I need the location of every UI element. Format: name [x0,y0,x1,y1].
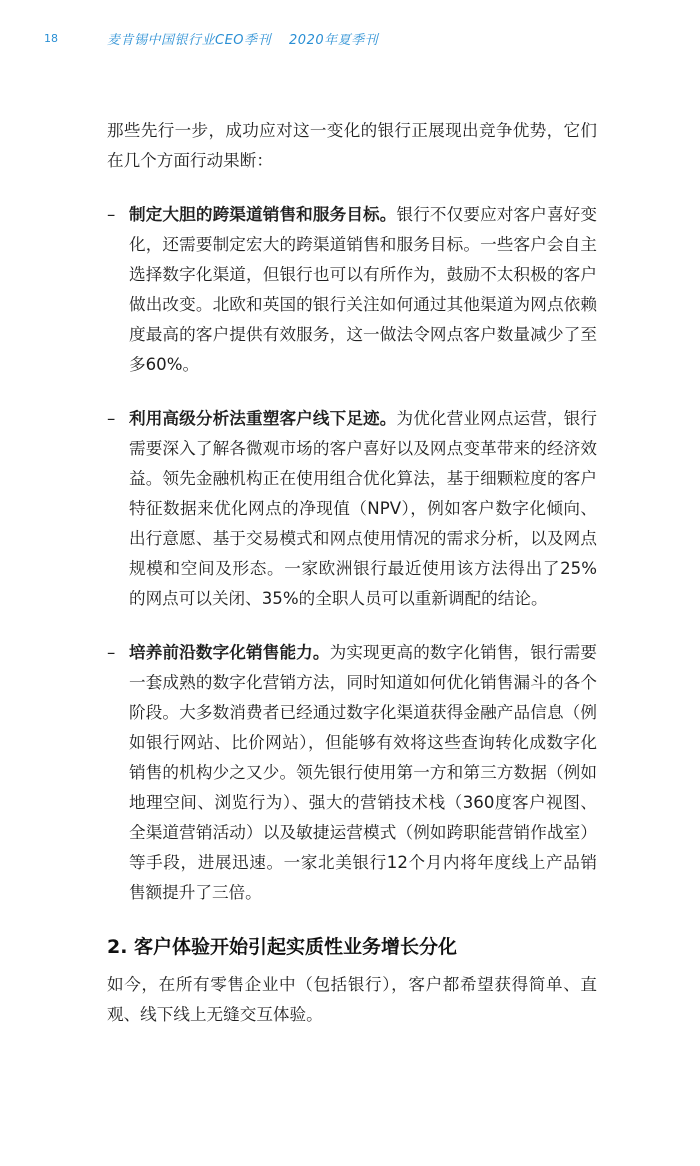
bullet-item [107,200,597,380]
bullet-item [107,404,597,614]
page-number: 18 [44,32,58,45]
bullet-dash: – [107,409,116,428]
section-paragraph: 如今，在所有零售企业中（包括银行），客户都希望获得简单、直观、线下线上无缝交互体验。 [107,975,597,1024]
bullet-paragraph [129,200,597,380]
bullet-lead: 培养前沿数字化销售能力。 [129,643,330,662]
bullet-dash: – [107,205,116,224]
page-header [0,28,700,52]
bullet-paragraph [129,404,597,614]
bullet-dash: – [107,643,116,662]
running-head [107,29,378,48]
bullet-text: 为优化营业网点运营，银行需要深入了解各微观市场的客户喜好以及网点变革带来的经济效益。领先金融机构正在使用组合优化算法，基于细颗粒度的客户特征数据来优化网点的净现值（NPV），例如客户数字化倾向、出行意愿、基于交易模式和网点使用情况的需求分析，以及网点规模和空间及形态。一家欧洲银行最近使用该方法得出了25%的网点可以关闭、35%的全职人员可以重新调配的结论。 [129,409,597,608]
bullet-text: 为实现更高的数字化销售，银行需要一套成熟的数字化营销方法，同时知道如何优化销售漏斗的各个阶段。大多数消费者已经通过数字化渠道获得金融产品信息（例如银行网站、比价网站），但能够有效将这些查询转化成数字化销售的机构少之又少。领先银行使用第一方和第三方数据（例如地理空间、浏览行为）、强大的营销技术栈（360度客户视图、全渠道营销活动）以及敏捷运营模式（例如跨职能营销作战室）等手段，进展迅速。一家北美银行12个月内将年度线上产品销售额提升了三倍。 [129,643,597,902]
bullet-lead: 制定大胆的跨渠道销售和服务目标。 [129,205,397,224]
bullet-lead: 利用高级分析法重塑客户线下足迹。 [129,409,397,428]
bullet-text: 银行不仅要应对客户喜好变化，还需要制定宏大的跨渠道销售和服务目标。一些客户会自主选择数字化渠道，但银行也可以有所作为，鼓励不太积极的客户做出改变。北欧和英国的银行关注如何通过其他渠道为网点依赖度最高的客户提供有效服务，这一做法令网点客户数量减少了至多60%。 [129,205,597,374]
issue-label: 2020年夏季刊 [289,33,379,48]
publication-title: 麦肯锡中国银行业CEO季刊 [107,33,272,48]
intro-paragraph: 那些先行一步，成功应对这一变化的银行正展现出竞争优势，它们在几个方面行动果断： [107,121,597,170]
article-body [107,116,597,1030]
bullet-paragraph [129,638,597,908]
bullet-item [107,638,597,908]
section-heading: 2. 客户体验开始引起实质性业务增长分化 [107,936,458,958]
